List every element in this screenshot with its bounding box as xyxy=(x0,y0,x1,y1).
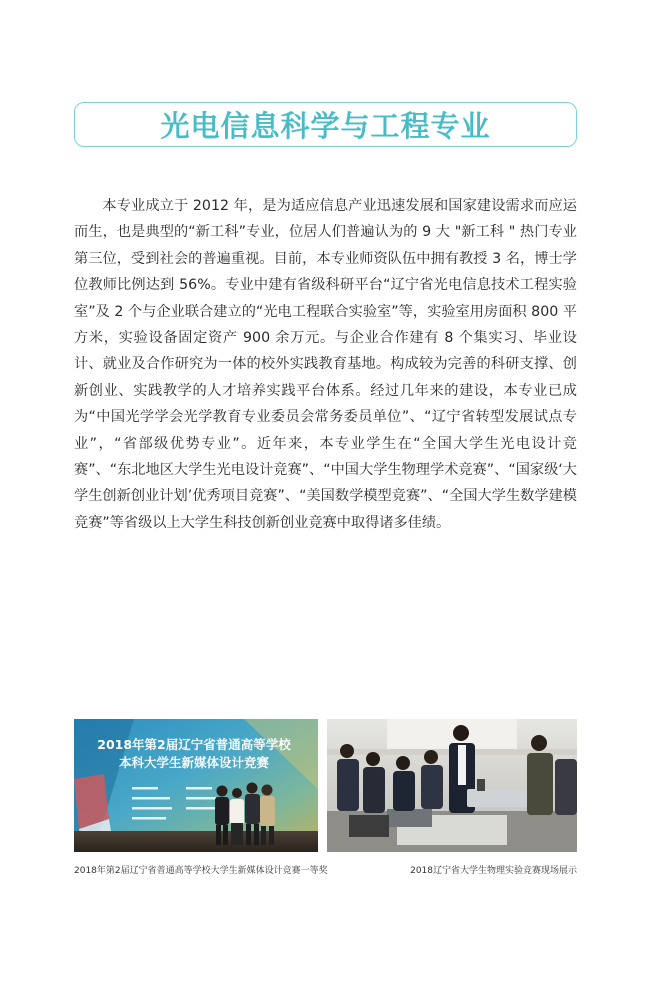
competition-photo xyxy=(327,719,577,852)
banner-line-2: 本科大学生新媒体设计竞赛 xyxy=(118,755,270,770)
photo-caption-1: 2018年第2届辽宁省普通高等学校大学生新媒体设计竞赛一等奖 xyxy=(74,866,328,876)
award-photo xyxy=(74,719,318,852)
page-title: 光电信息科学与工程专业 xyxy=(160,109,491,143)
banner-line-1: 2018年第2届辽宁省普通高等学校 xyxy=(97,737,291,752)
body-paragraph: 本专业成立于 2012 年，是为适应信息产业迅速发展和国家建设需求而应运而生，也是典型的“新工科”专业，位居人们普遍认为的 9 大 "新工科 " 热门专业第三位，受到社会的普遍重视。目前，本专业师资队伍中拥有教授 3 名，博士学位教师比例达到 56%。专业中建有省级科研平台“辽宁省光电信息技术工程实验室”及 2 个与企业联合建立的“光电工程联合实验室”等，实验室用房面积 800 平方米，实验设备固定资产 900 余万元。与企业合作建有 8 个集实习、毕业设计、就业及合作研究为一体的校外实践教育基地。构成较为完善的科研支撑、创新创业、实践教学的人才培养实践平台体系。经过几年来的建设，本专业已成为“中国光学学会光学教育专业委员会常务委员单位”、“辽宁省转型发展试点专业”，“省部级优势专业”。近年来，本专业学生在“全国大学生光电设计竞赛”、“东北地区大学生光电设计竞赛”、“中国大学生物理学术竞赛”、“国家级‘大学生创新创业计划’优秀项目竞赛”、“美国数学模型竞赛”、“全国大学生数学建模竞赛”等省级以上大学生科技创新创业竞赛中取得诸多佳绩。 xyxy=(74,198,577,531)
photo-caption-2: 2018辽宁省大学生物理实验竞赛现场展示 xyxy=(410,866,577,876)
title-box xyxy=(74,102,577,147)
body-text xyxy=(74,193,577,536)
